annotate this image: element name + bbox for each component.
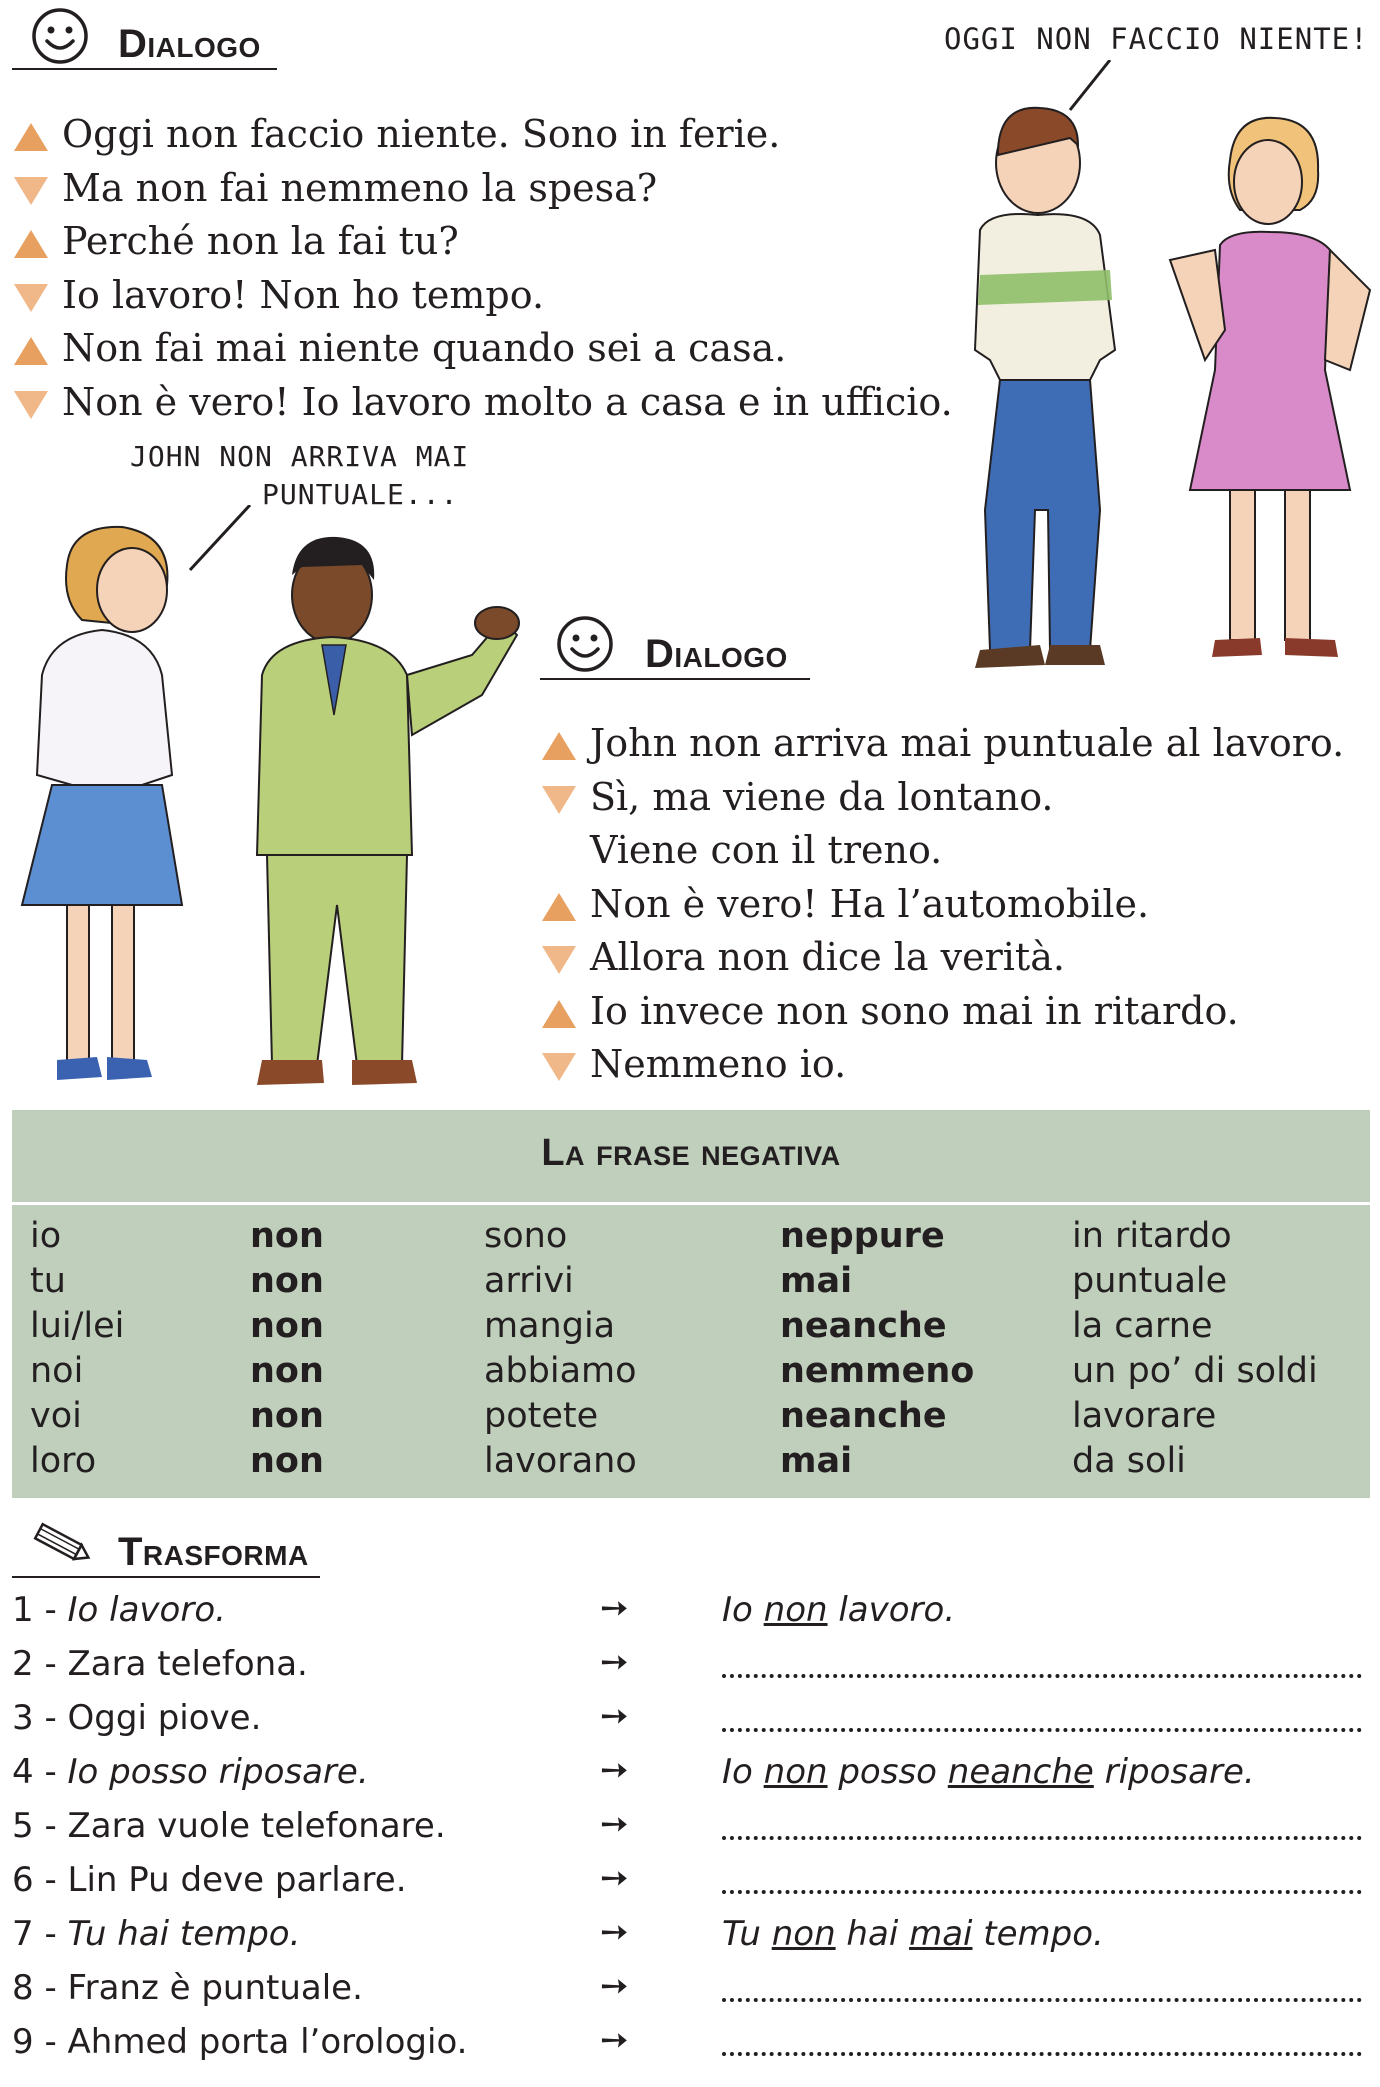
grammar-cell: tu [30,1261,66,1301]
smiley-icon [30,6,90,66]
grammar-cell: puntuale [1072,1261,1228,1301]
dialogue2-title: Dialogo [645,632,788,676]
dialogue1-underline [12,68,277,70]
grammar-cell: non [250,1261,324,1301]
exercise-row [12,1590,1362,1644]
exercise-source [12,1644,308,1684]
exercise-sentence: Oggi piove. [67,1698,262,1738]
grammar-cell: in ritardo [1072,1216,1232,1256]
exercise-sentence: Io lavoro. [67,1590,226,1630]
exercise-row [12,2022,1362,2076]
triangle-up-icon [14,337,48,365]
grammar-col-complement [1072,1214,1318,1484]
dialogue-line-text: Nemmeno io. [590,1042,847,1086]
triangle-down-icon [14,177,48,205]
grammar-cell: non [250,1216,324,1256]
grammar-cell: neppure [780,1216,945,1256]
answer-text: riposare. [1093,1752,1255,1792]
dialogue-line [542,717,1344,771]
exercise-sentence: Lin Pu deve parlare. [67,1860,407,1900]
answer-text: Io [722,1590,764,1630]
exercise-source [12,1914,300,1954]
answer-negation: mai [909,1914,973,1954]
dialogue-line [14,269,953,323]
exercise-row [12,1752,1362,1806]
exercise-number: 5 - [12,1806,68,1846]
exercise-sentence: Zara telefona. [67,1644,308,1684]
dialogue-line-text: Allora non dice la verità. [590,935,1065,979]
answer-blank[interactable] [722,1890,1362,1894]
dialogue-line [14,108,953,162]
answer-text: Io [722,1752,764,1792]
answer-blank[interactable] [722,1998,1362,2002]
dialogue2-lines [542,717,1344,1092]
grammar-cell: io [30,1216,62,1256]
grammar-cell: la carne [1072,1306,1213,1346]
office-illustration [12,505,532,1095]
speech-bubble-mid-line1: JOHN NON ARRIVA MAI [130,440,470,473]
exercise-row [12,1698,1362,1752]
pencil-icon [28,1520,94,1566]
smiley-icon-2 [555,614,615,674]
grammar-cell: lavorano [484,1441,637,1481]
dialogue-line-text: Oggi non faccio niente. Sono in ferie. [62,112,781,156]
arrow-icon: ➙ [600,1804,629,1844]
triangle-down-icon [542,786,576,814]
grammar-cell: non [250,1306,324,1346]
triangle-up-icon [542,893,576,921]
triangle-up-icon [542,1000,576,1028]
exercise-source [12,1806,446,1846]
grammar-cell: noi [30,1351,84,1391]
grammar-cell: mai [780,1261,853,1301]
arrow-icon: ➙ [600,1750,629,1790]
arrow-icon: ➙ [600,1912,629,1952]
exercise-sentence: Tu hai tempo. [67,1914,301,1954]
exercise-underline [12,1576,320,1578]
exercise-answer [722,1752,1255,1792]
triangle-up-icon [14,230,48,258]
answer-negation: non [763,1590,828,1630]
grammar-col-negation [250,1214,324,1484]
grammar-cell: arrivi [484,1261,574,1301]
dialogue-line-text: Io lavoro! Non ho tempo. [62,272,545,317]
arrow-icon: ➙ [600,1696,629,1736]
exercise-answer [722,1590,955,1630]
arrow-icon: ➙ [600,1588,629,1628]
triangle-down-icon [14,391,48,419]
grammar-title: La frase negativa [541,1132,841,1174]
dialogue-line [542,771,1344,825]
answer-blank[interactable] [722,1836,1362,1840]
exercise-row [12,1968,1362,2022]
dialogue-line-text: Sì, ma viene da lontano. [590,774,1054,819]
exercise-number: 8 - [12,1968,68,2008]
grammar-cell: voi [30,1396,82,1436]
exercise-number: 2 - [12,1644,68,1684]
exercise-number: 7 - [12,1914,68,1954]
exercise-number: 4 - [12,1752,68,1792]
arrow-icon: ➙ [600,2020,629,2060]
grammar-cell: abbiamo [484,1351,637,1391]
answer-text: hai [835,1914,910,1954]
dialogue-line-text: Ma non fai nemmeno la spesa? [62,165,658,210]
dialogue-line-text: Io invece non sono mai in ritardo. [590,988,1239,1033]
exercise-number: 6 - [12,1860,68,1900]
triangle-up-icon [14,123,48,151]
triangle-down-icon [542,1053,576,1081]
exercise-sentence: Franz è puntuale. [67,1968,363,2008]
answer-text: posso [827,1752,948,1792]
grammar-box [12,1110,1370,1498]
grammar-col-verb [484,1214,637,1484]
answer-blank[interactable] [722,2052,1362,2056]
dialogue-line-text: Viene con il treno. [590,828,943,872]
arrow-icon: ➙ [600,1642,629,1682]
grammar-cell: non [250,1441,324,1481]
answer-blank[interactable] [722,1674,1362,1678]
exercise-sentence: Zara vuole telefonare. [67,1806,446,1846]
exercise-source [12,2022,467,2062]
dialogue-line [542,824,1344,878]
couple-illustration [940,60,1380,680]
dialogue-line-text: John non arriva mai puntuale al lavoro. [590,721,1345,765]
grammar-col-subject [30,1214,124,1484]
exercise-row [12,1644,1362,1698]
grammar-cell: mangia [484,1306,616,1346]
answer-negation: non [763,1752,828,1792]
dialogue-line [542,931,1344,985]
grammar-cell: potete [484,1396,599,1436]
grammar-cell: sono [484,1216,568,1256]
dialogue-line [542,878,1344,932]
answer-blank[interactable] [722,1728,1362,1732]
dialogue-line-text: Perché non la fai tu? [62,219,459,263]
grammar-separator [12,1202,1370,1205]
answer-text: lavoro. [827,1590,956,1630]
exercise-row [12,1914,1362,1968]
triangle-down-icon [542,946,576,974]
dialogue-line [14,376,953,430]
exercise-answer [722,1914,1104,1954]
exercise-source [12,1698,261,1738]
grammar-cell: non [250,1351,324,1391]
dialogue-line-text: Non è vero! Ha l’automobile. [590,881,1150,926]
grammar-cell: un po’ di soldi [1072,1351,1318,1391]
answer-text: tempo. [972,1914,1104,1954]
exercise-sentence: Io posso riposare. [67,1752,369,1792]
exercise-row [12,1860,1362,1914]
grammar-cell: lavorare [1072,1396,1217,1436]
grammar-cell: neanche [780,1306,947,1346]
exercise-row [12,1806,1362,1860]
exercise-source [12,1860,407,1900]
grammar-cell: da soli [1072,1441,1186,1481]
exercise-sentence: Ahmed porta l’orologio. [67,2022,468,2062]
exercise-number: 3 - [12,1698,68,1738]
exercise-number: 1 - [12,1590,68,1630]
answer-negation: non [771,1914,836,1954]
dialogue-line-text: Non è vero! Io lavoro molto a casa e in ufficio. [62,379,953,424]
speech-bubble-mid-line2: PUNTUALE... [262,478,459,511]
dialogue-line [14,162,953,216]
dialogue-line-text: Non fai mai niente quando sei a casa. [62,326,787,370]
exercise-source [12,1752,369,1792]
dialogue1-title: Dialogo [118,22,261,66]
dialogue-line [542,1038,1344,1092]
grammar-cell: non [250,1396,324,1436]
exercise-number: 9 - [12,2022,68,2062]
exercise-title: Trasforma [118,1530,309,1574]
speech-bubble-top: OGGI NON FACCIO NIENTE! [944,22,1369,56]
dialogue2-underline [540,678,810,680]
grammar-cell: nemmeno [780,1351,975,1391]
dialogue-line [14,215,953,269]
triangle-down-icon [14,284,48,312]
grammar-cell: mai [780,1441,853,1481]
dialogue1-lines [14,108,953,429]
triangle-up-icon [542,732,576,760]
exercise-source [12,1590,226,1630]
answer-negation: neanche [947,1752,1094,1792]
grammar-col-adverb [780,1214,974,1484]
grammar-cell: lui/lei [30,1306,125,1346]
dialogue-line [542,985,1344,1039]
exercise-source [12,1968,363,2008]
grammar-cell: neanche [780,1396,947,1436]
dialogue-line [14,322,953,376]
arrow-icon: ➙ [600,1858,629,1898]
grammar-cell: loro [30,1441,97,1481]
answer-text: Tu [722,1914,772,1954]
arrow-icon: ➙ [600,1966,629,2006]
